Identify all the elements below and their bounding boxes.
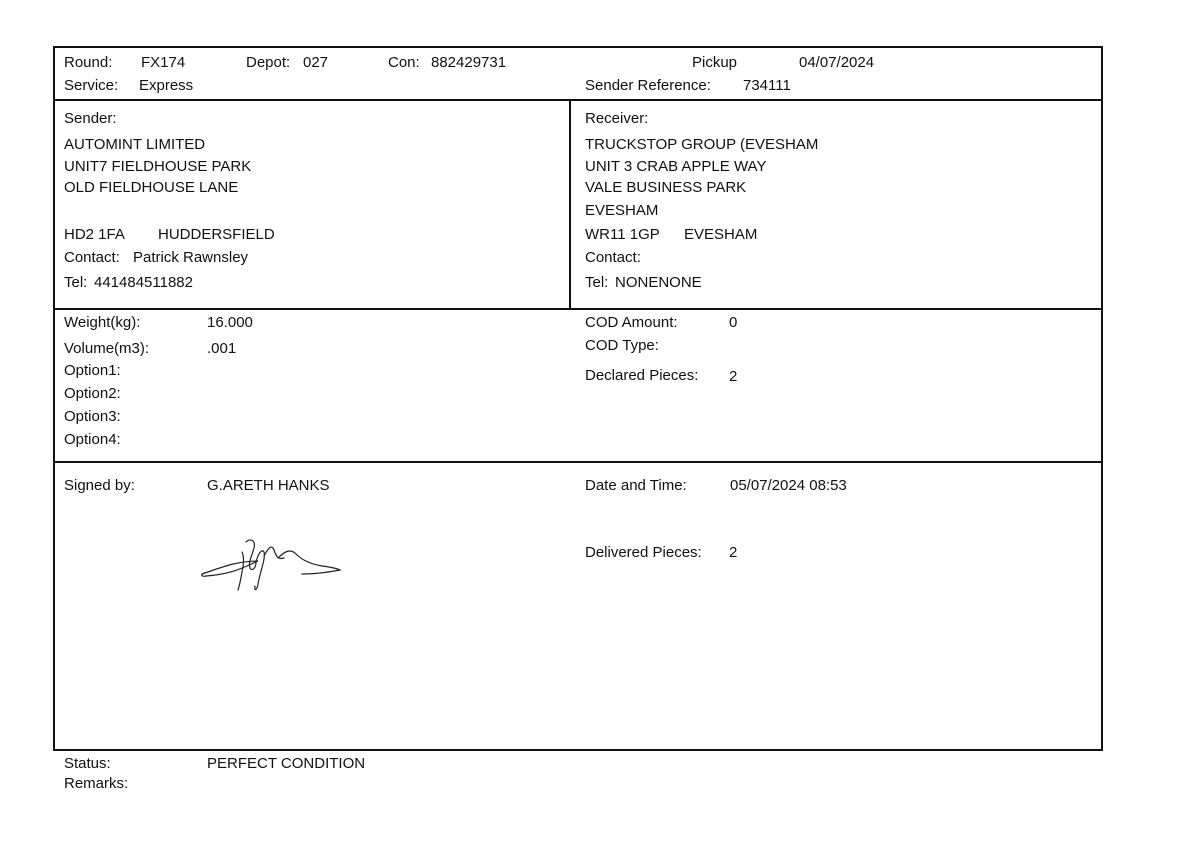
round-value: FX174	[141, 54, 186, 71]
delivered-pieces-value: 2	[729, 544, 738, 561]
sender-contact-label: Contact:	[64, 249, 120, 266]
pickup-date: 04/07/2024	[799, 54, 875, 71]
depot-value: 027	[303, 54, 329, 71]
handwritten-signature	[198, 528, 343, 598]
sender-address-line1: UNIT7 FIELDHOUSE PARK	[64, 158, 252, 175]
address-column-divider	[569, 100, 571, 309]
receiver-contact-label: Contact:	[585, 249, 641, 266]
receiver-name: TRUCKSTOP GROUP (EVESHAM	[585, 136, 819, 153]
cod-amount-label: COD Amount:	[585, 314, 678, 331]
declared-pieces-value: 2	[729, 368, 738, 385]
volume-value: .001	[207, 340, 237, 357]
volume-label: Volume(m3):	[64, 340, 150, 357]
sender-tel-label: Tel:	[64, 274, 88, 291]
status-label: Status:	[64, 755, 111, 772]
cod-type-label: COD Type:	[585, 337, 659, 354]
header-divider	[53, 99, 1103, 101]
cod-amount-value: 0	[729, 314, 738, 331]
delivered-pieces-label: Delivered Pieces:	[585, 544, 702, 561]
service-label: Service:	[64, 77, 119, 94]
address-divider	[53, 308, 1103, 310]
receiver-address-line1: UNIT 3 CRAB APPLE WAY	[585, 158, 767, 175]
pickup-label: Pickup	[692, 54, 738, 71]
receiver-town: EVESHAM	[684, 226, 758, 243]
receiver-tel-label: Tel:	[585, 274, 609, 291]
sender-contact-value: Patrick Rawnsley	[133, 249, 249, 266]
depot-label: Depot:	[246, 54, 291, 71]
sender-reference-label: Sender Reference:	[585, 77, 711, 94]
signed-by-value: G.ARETH HANKS	[207, 477, 330, 494]
sender-postcode: HD2 1FA	[64, 226, 125, 243]
sender-town: HUDDERSFIELD	[158, 226, 275, 243]
con-label: Con:	[388, 54, 420, 71]
delivery-proof-frame	[53, 46, 1103, 751]
option1-label: Option1:	[64, 362, 121, 379]
weight-label: Weight(kg):	[64, 314, 141, 331]
option3-label: Option3:	[64, 408, 121, 425]
sender-name: AUTOMINT LIMITED	[64, 136, 206, 153]
date-time-label: Date and Time:	[585, 477, 687, 494]
signed-by-label: Signed by:	[64, 477, 135, 494]
receiver-address-line3: EVESHAM	[585, 202, 659, 219]
sender-heading: Sender:	[64, 110, 117, 127]
declared-pieces-label: Declared Pieces:	[585, 367, 699, 384]
option2-label: Option2:	[64, 385, 121, 402]
sender-address-line2: OLD FIELDHOUSE LANE	[64, 179, 239, 196]
receiver-heading: Receiver:	[585, 110, 649, 127]
receiver-tel-value: NONENONE	[615, 274, 702, 291]
service-value: Express	[139, 77, 194, 94]
receiver-postcode: WR11 1GP	[585, 226, 660, 243]
status-value: PERFECT CONDITION	[207, 755, 366, 772]
sender-tel-value: 441484511882	[94, 274, 193, 291]
details-divider	[53, 461, 1103, 463]
round-label: Round:	[64, 54, 113, 71]
sender-reference-value: 734111	[743, 77, 791, 94]
date-time-value: 05/07/2024 08:53	[730, 477, 847, 494]
receiver-address-line2: VALE BUSINESS PARK	[585, 179, 747, 196]
con-value: 882429731	[431, 54, 507, 71]
weight-value: 16.000	[207, 314, 253, 331]
remarks-label: Remarks:	[64, 775, 129, 792]
option4-label: Option4:	[64, 431, 121, 448]
